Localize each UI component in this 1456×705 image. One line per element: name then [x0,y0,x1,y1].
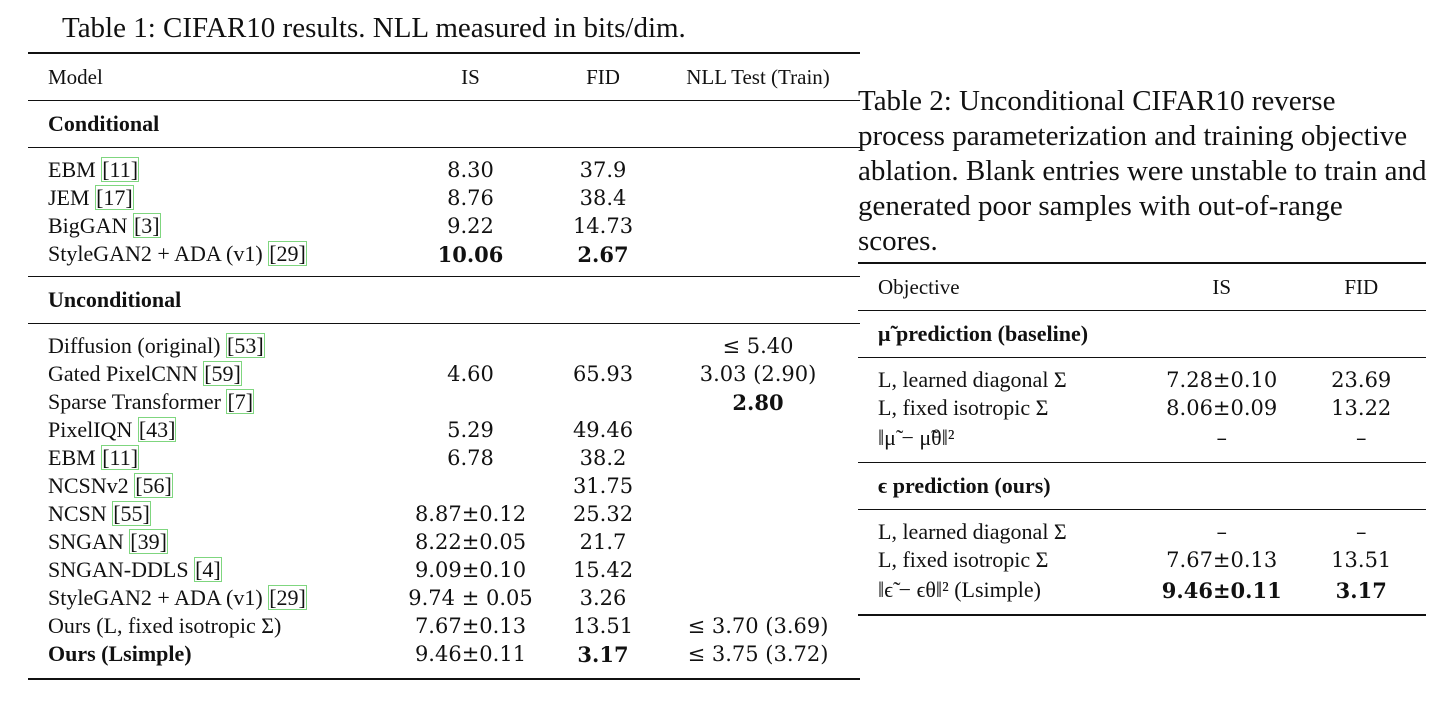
table1 [28,52,860,680]
model-name: EBM [48,445,96,470]
table-row [858,574,1426,606]
citation-link[interactable]: [29] [269,241,306,266]
col-header-is: IS [1212,274,1232,299]
model-name: NCSN [48,501,107,526]
citation-link[interactable]: [17] [96,185,133,210]
section-title-ours: ϵ prediction (ours) [878,473,1051,498]
model-name: Ours (Lsimple) [48,641,192,666]
is-value: 9.09±0.10 [414,558,527,582]
citation-link[interactable]: [3] [133,213,160,238]
table-row [28,528,860,556]
citation-link[interactable]: [11] [102,157,139,182]
is-value: 9.74 ± 0.05 [408,586,533,610]
table-row [28,240,860,268]
nll-value: 3.03 (2.90) [699,362,817,386]
col-header-nll: NLL Test (Train) [686,64,830,89]
is-value: 9.46±0.11 [414,642,527,666]
is-value: 9.22 [447,214,494,238]
table-row [28,556,860,584]
table-row [858,422,1426,454]
is-value: 8.87±0.12 [414,502,527,526]
table-row [28,444,860,472]
table2-caption: Table 2: Unconditional CIFAR10 reverse process parameterization and training objective ablation. Blank entries were unstable to train and generated poor samples with out-of-range scores. [858,85,1427,257]
fid-value: 3.17 [1335,577,1387,603]
is-value: – [1216,426,1227,450]
objective-name: L, learned diagonal Σ [878,367,1067,392]
citation-link[interactable]: [53] [227,333,264,358]
table-row [28,184,860,212]
table-row [28,156,860,184]
is-value: 9.46±0.11 [1161,577,1282,603]
model-name: SNGAN-DDLS [48,557,189,582]
col-header-fid: FID [586,64,620,89]
model-name: EBM [48,157,96,182]
is-value: 8.22±0.05 [414,530,527,554]
col-header-fid: FID [1344,274,1379,299]
citation-link[interactable]: [59] [204,361,241,386]
fid-value: 37.9 [579,158,627,182]
is-value: 8.30 [447,158,494,182]
table-row [28,500,860,528]
table-row [28,612,860,640]
fid-value: 23.69 [1331,368,1392,392]
citation-link[interactable]: [56] [135,473,172,498]
table-row [28,584,860,612]
model-name: Ours (L, fixed isotropic Σ) [48,613,282,638]
table2 [858,262,1426,616]
col-header-objective: Objective [878,274,960,299]
is-value: 7.67±0.13 [1166,548,1278,572]
citation-link[interactable]: [7] [227,389,254,414]
col-header-model: Model [48,64,103,89]
col-header-is: IS [461,64,480,89]
citation-link[interactable]: [43] [138,417,176,442]
is-value: 5.29 [447,418,494,442]
objective-name: L, fixed isotropic Σ [878,547,1049,572]
model-name: Gated PixelCNN [48,361,198,386]
model-name: StyleGAN2 + ADA (v1) [48,585,263,610]
is-value: 8.76 [447,186,494,210]
model-name: BigGAN [48,213,128,238]
model-name: Sparse Transformer [48,389,221,414]
fid-value: 25.32 [572,502,634,526]
model-name: JEM [48,185,90,210]
fid-value: 2.67 [577,241,629,267]
baseline-rows [858,358,1426,462]
citation-link[interactable]: [4] [195,557,221,582]
model-name: Diffusion (original) [48,333,221,358]
citation-link[interactable]: [55] [113,501,150,526]
citation-link[interactable]: [11] [102,445,139,470]
nll-value: ≤ 3.70 (3.69) [687,614,829,638]
ours-rows [858,510,1426,614]
citation-link[interactable]: [39] [130,529,167,554]
table-row [28,472,860,500]
is-value: 7.67±0.13 [414,614,527,638]
table-row [28,332,860,360]
fid-value: 65.93 [572,362,634,386]
objective-name: ‖ϵ̃ − ϵθ‖² (Lsimple) [878,577,1041,602]
fid-value: 3.26 [579,586,627,610]
section-title-baseline: μ̃ prediction (baseline) [878,321,1089,346]
fid-value: 38.2 [579,446,627,470]
fid-value: – [1355,426,1367,450]
is-value: – [1216,520,1227,544]
is-value: 8.06±0.09 [1166,396,1278,420]
fid-value: 13.22 [1331,396,1392,420]
nll-value: ≤ 5.40 [722,334,794,358]
table-row [858,366,1426,394]
objective-name: ‖μ̃ − μ̃θ‖² [878,425,955,450]
citation-link[interactable]: [29] [269,585,306,610]
fid-value: 21.7 [579,530,627,554]
table-row [28,388,860,416]
fid-value: 49.46 [572,418,634,442]
is-value: 4.60 [447,362,494,386]
model-name: SNGAN [48,529,124,554]
fid-value: 31.75 [572,474,634,498]
fid-value: 38.4 [579,186,627,210]
conditional-rows [28,148,860,276]
table-row [28,640,860,668]
nll-value: 2.80 [732,389,784,415]
is-value: 6.78 [447,446,494,470]
fid-value: 13.51 [572,614,634,638]
table-row [858,546,1426,574]
fid-value: 14.73 [572,214,634,238]
fid-value: 15.42 [572,558,634,582]
table1-header-row [28,54,860,100]
section-title-conditional: Conditional [48,111,160,136]
section-title-unconditional: Unconditional [48,287,182,312]
is-value: 7.28±0.10 [1166,368,1278,392]
nll-value: ≤ 3.75 (3.72) [687,642,829,666]
table-row [858,394,1426,422]
model-name: NCSNv2 [48,473,129,498]
table-row [28,360,860,388]
model-name: PixelIQN [48,417,133,442]
table1-caption: Table 1: CIFAR10 results. NLL measured in bits/dim. [62,12,686,44]
fid-value: 3.17 [577,641,629,667]
table2-header-row [858,264,1426,310]
table-row [28,416,860,444]
fid-value: – [1355,520,1367,544]
unconditional-rows [28,324,860,678]
fid-value: 13.51 [1331,548,1392,572]
table-row [28,212,860,240]
model-name: StyleGAN2 + ADA (v1) [48,241,263,266]
table-row [858,518,1426,546]
objective-name: L, learned diagonal Σ [878,519,1067,544]
is-value: 10.06 [437,241,504,267]
objective-name: L, fixed isotropic Σ [878,395,1049,420]
